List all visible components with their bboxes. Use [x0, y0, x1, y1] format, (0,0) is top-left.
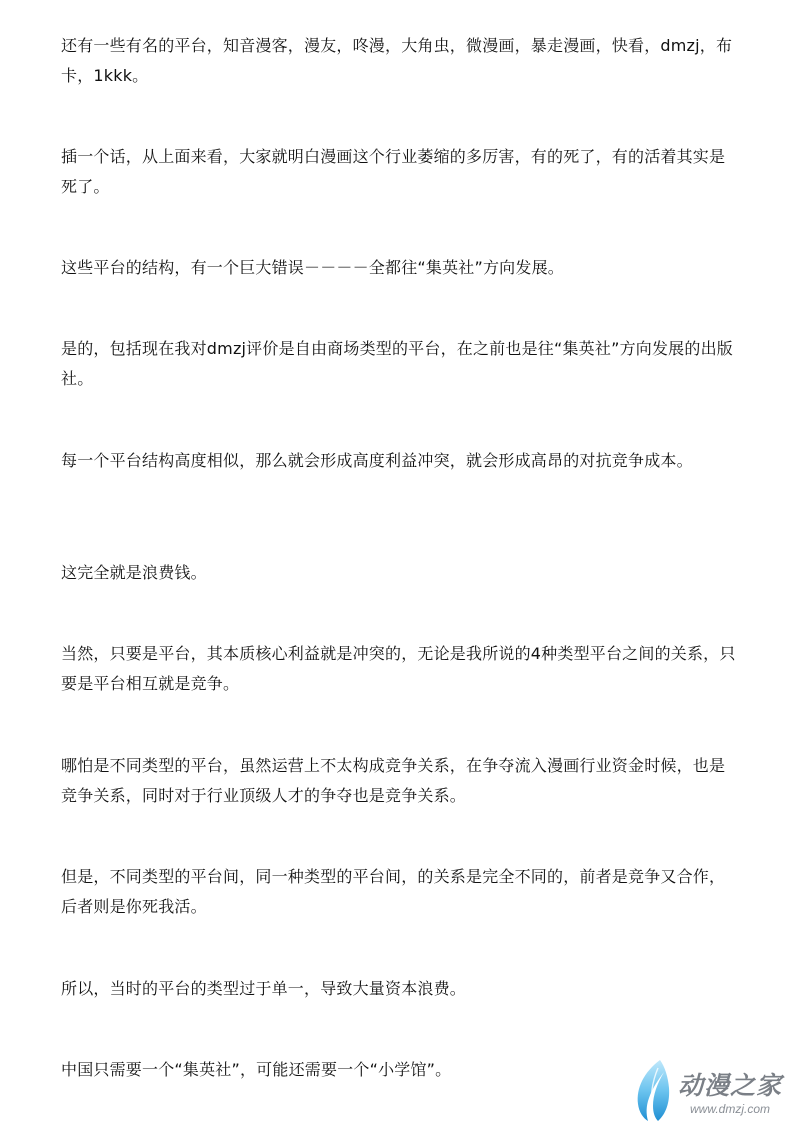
- paragraph: 所以，当时的平台的类型过于单一，导致大量资本浪费。: [61, 979, 467, 998]
- paragraph: 这完全就是浪费钱。: [61, 563, 207, 582]
- paragraph: 还有一些有名的平台，知音漫客，漫友，咚漫，大角虫，微漫画，暴走漫画，快看，dmzj，布卡，1kkk。: [61, 36, 733, 85]
- paragraph: 是的，包括现在我对dmzj评价是自由商场类型的平台，在之前也是往“集英社”方向发展的出版社。: [61, 339, 733, 388]
- paragraph: 当然，只要是平台，其本质核心利益就是冲突的，无论是我所说的4种类型平台之间的关系，只要是平台相互就是竞争。: [61, 644, 736, 693]
- paragraph: 插一个话，从上面来看，大家就明白漫画这个行业萎缩的多厉害，有的死了，有的活着其实是死了。: [61, 147, 726, 196]
- site-watermark: [630, 1058, 790, 1128]
- paragraph: 这些平台的结构，有一个巨大错误－－－－全都往“集英社”方向发展。: [61, 258, 564, 277]
- paragraph: 中国只需要一个“集英社”，可能还需要一个“小学馆”。: [61, 1060, 452, 1079]
- paragraph: 但是，不同类型的平台间，同一种类型的平台间，的关系是完全不同的，前者是竞争又合作，后者则是你死我活。: [61, 867, 726, 916]
- watermark-url: www.dmzj.com: [690, 1102, 771, 1116]
- watermark-title: 动漫之家: [678, 1071, 783, 1100]
- paragraph: 哪怕是不同类型的平台，虽然运营上不太构成竞争关系，在争夺流入漫画行业资金时候，也是竞争关系，同时对于行业顶级人才的争夺也是竞争关系。: [61, 756, 726, 805]
- paragraph: 每一个平台结构高度相似，那么就会形成高度利益冲突，就会形成高昂的对抗竞争成本。: [61, 451, 693, 470]
- feather-logo-icon: [630, 1058, 676, 1124]
